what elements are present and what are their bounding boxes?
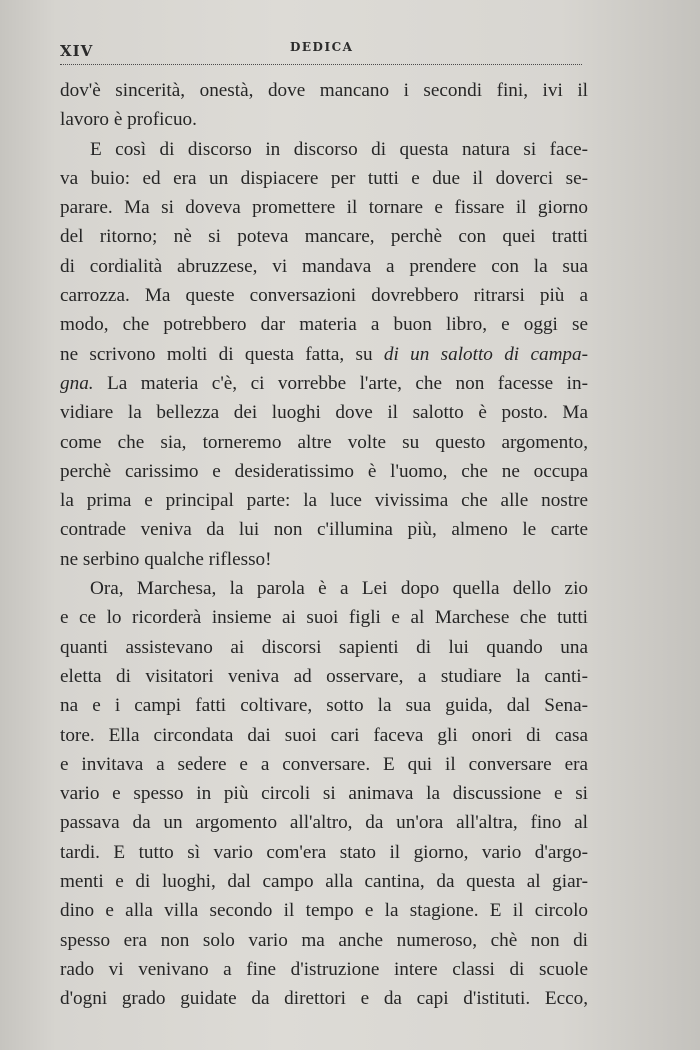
text-line: quanti assistevano ai discorsi sapienti di lui quando una xyxy=(60,636,588,658)
page-header xyxy=(60,38,582,66)
text-segment: La materia c'è, ci vorrebbe l'arte, che non facesse in- xyxy=(93,372,588,394)
text-line: passava da un argomento all'altro, da un'ora all'altra, fino al xyxy=(60,812,588,834)
text-line: ne serbino qualche riflesso! xyxy=(60,548,272,570)
body-text xyxy=(60,76,588,1014)
text-line: Ora, Marchesa, la parola è a Lei dopo quella dello zio xyxy=(90,578,588,600)
page-number: XIV xyxy=(60,42,94,60)
text-line: come che sia, torneremo altre volte su questo argomento, xyxy=(60,431,588,453)
text-line: perchè carissimo e desideratissimo è l'uomo, che ne occupa xyxy=(60,460,588,482)
text-line: menti e di luoghi, dal campo alla cantina, da questa al giar- xyxy=(60,871,588,893)
text-line: contrade veniva da lui non c'illumina più, almeno le carte xyxy=(60,519,588,541)
running-head: DEDICA xyxy=(290,40,354,54)
text-line: spesso era non solo vario ma anche numeroso, chè non di xyxy=(60,929,588,951)
text-line: rado vi venivano a fine d'istruzione intere classi di scuole xyxy=(60,958,588,980)
text-line: carrozza. Ma queste conversazioni dovrebbero ritrarsi più a xyxy=(60,285,588,307)
italic-title: gna. xyxy=(60,372,94,394)
text-line: va buio: ed era un dispiacere per tutti e due il doverci se- xyxy=(60,167,588,189)
text-line: vidiare la bellezza dei luoghi dove il salotto è posto. Ma xyxy=(60,402,588,424)
text-line: tore. Ella circondata dai suoi cari faceva gli onori di casa xyxy=(60,724,588,746)
text-line: tardi. E tutto sì vario com'era stato il giorno, vario d'argo- xyxy=(60,841,588,863)
text-line: dino e alla villa secondo il tempo e la stagione. E il circolo xyxy=(60,900,588,922)
text-line: na e i campi fatti coltivare, sotto la sua guida, dal Sena- xyxy=(60,695,588,717)
text-line: la prima e principal parte: la luce vivissima che alle nostre xyxy=(60,490,588,512)
text-line: e invitava a sedere e a conversare. E qui il conversare era xyxy=(60,753,588,775)
text-line: d'ogni grado guidate da direttori e da capi d'istituti. Ecco, xyxy=(60,988,588,1010)
text-segment: ne scrivono molti di questa fatta, su xyxy=(60,343,384,365)
text-line: E così di discorso in discorso di questa natura si face- xyxy=(90,138,588,160)
italic-title: di un salotto di campa- xyxy=(383,343,588,365)
text-line: e ce lo ricorderà insieme ai suoi figli e al Marchese che tutti xyxy=(60,607,588,629)
text-line: vario e spesso in più circoli si animava la discussione e si xyxy=(60,783,588,805)
text-line: del ritorno; nè si poteva mancare, perchè con quei tratti xyxy=(60,226,588,248)
text-line: parare. Ma si doveva promettere il tornare e fissare il giorno xyxy=(60,197,588,219)
text-line xyxy=(60,340,588,369)
text-line: dov'è sincerità, onestà, dove mancano i secondi fini, ivi il xyxy=(60,80,588,101)
text-line: modo, che potrebbero dar materia a buon libro, e oggi se xyxy=(60,314,588,336)
text-line: lavoro è proficuo. xyxy=(60,109,197,131)
header-rule xyxy=(60,64,582,65)
text-line xyxy=(60,369,588,398)
text-line: eletta di visitatori veniva ad osservare, a studiare la canti- xyxy=(60,665,588,687)
text-line: di cordialità abruzzese, vi mandava a prendere con la sua xyxy=(60,255,588,277)
